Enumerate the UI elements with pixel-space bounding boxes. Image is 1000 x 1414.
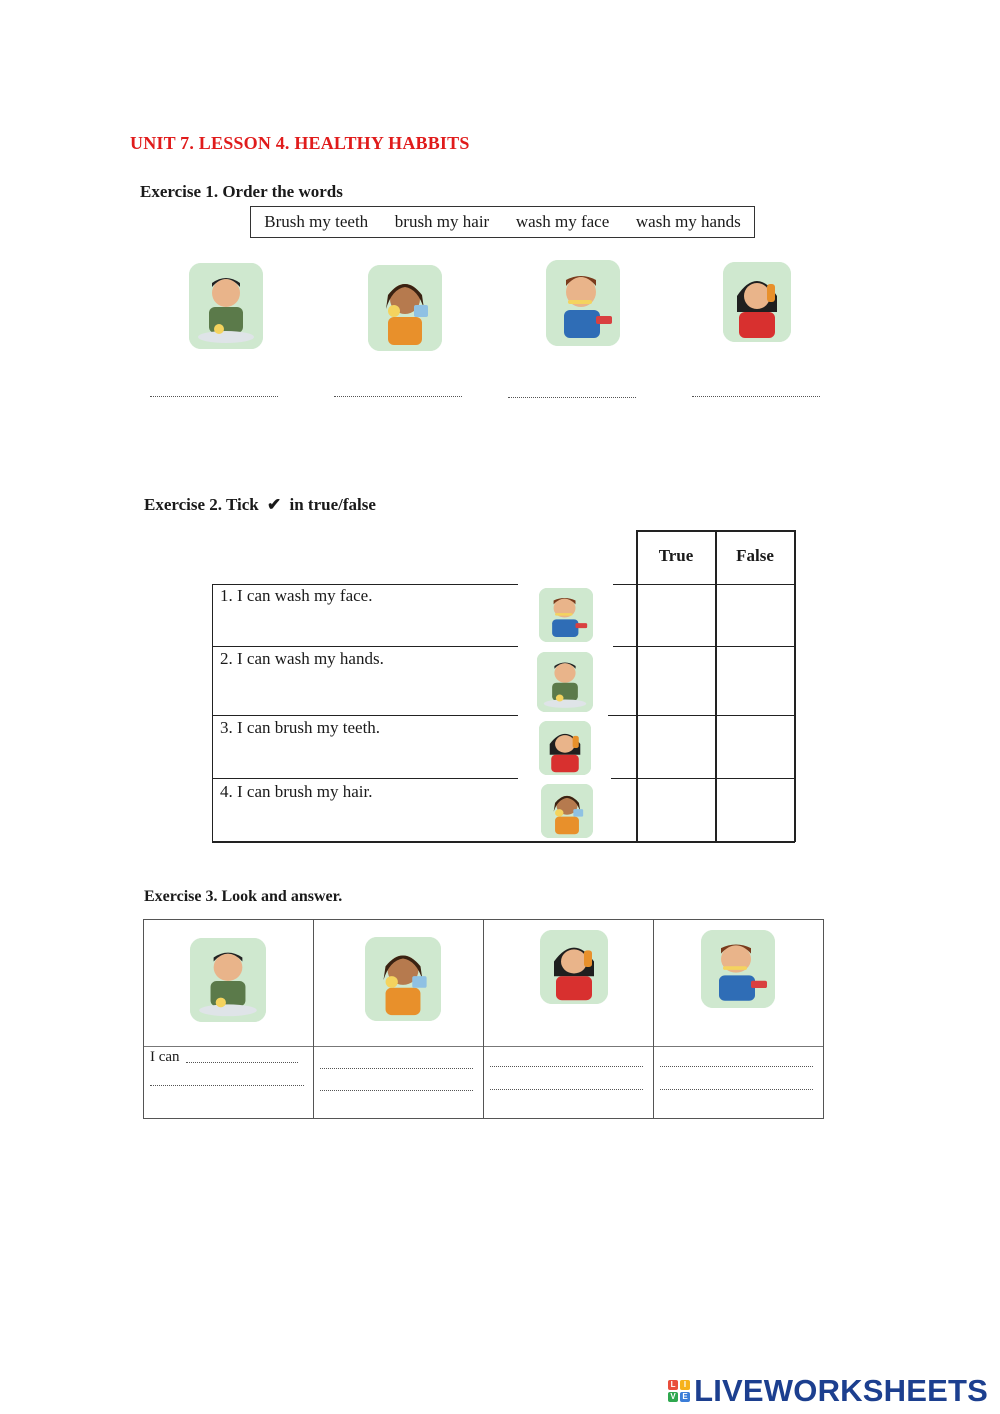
answer-line[interactable] — [508, 397, 636, 398]
answer-line[interactable] — [692, 396, 820, 397]
word-bank-item: wash my hands — [635, 212, 741, 231]
false-column-header: False — [736, 546, 774, 565]
false-cell-3[interactable] — [717, 717, 793, 777]
false-cell-4[interactable] — [717, 780, 793, 840]
boy-brushing-teeth-icon — [546, 260, 620, 346]
boy-brushing-teeth-icon — [701, 930, 775, 1008]
answer-prefix: I can — [150, 1049, 180, 1065]
true-cell-4[interactable] — [638, 780, 714, 840]
boy-washing-hands-icon — [537, 652, 593, 712]
answer-line[interactable] — [186, 1062, 298, 1063]
girl-washing-face-icon — [368, 265, 442, 351]
true-cell-2[interactable] — [638, 648, 714, 714]
girl-brushing-hair-icon — [539, 721, 591, 775]
statement-3: 3. I can brush my teeth. — [220, 718, 381, 737]
girl-brushing-hair-icon — [723, 262, 791, 342]
false-cell-1[interactable] — [717, 586, 793, 645]
answer-line[interactable] — [490, 1089, 643, 1090]
word-bank-item: brush my hair — [394, 212, 490, 231]
true-column-header: True — [658, 546, 694, 565]
true-cell-1[interactable] — [638, 586, 714, 645]
true-cell-3[interactable] — [638, 717, 714, 777]
exercise1-title — [140, 182, 343, 202]
girl-brushing-hair-icon — [540, 930, 608, 1004]
exercise3-title: Exercise 3. Look and answer. — [144, 888, 343, 905]
tick-icon: ✔ — [267, 495, 282, 514]
page-title: UNIT 7. LESSON 4. HEALTHY HABBITS — [130, 133, 470, 153]
girl-washing-face-icon — [365, 937, 441, 1021]
word-bank-item: wash my face — [515, 212, 610, 231]
exercise2-title-text: Exercise 2. Tick — [144, 495, 259, 514]
answer-line[interactable] — [320, 1090, 473, 1091]
boy-washing-hands-icon — [190, 938, 266, 1022]
exercise1-instruction: . Order the words — [213, 182, 343, 201]
statement-2: 2. I can wash my hands. — [220, 649, 384, 668]
exercise2-title — [144, 495, 376, 515]
answer-line[interactable] — [150, 396, 278, 397]
answer-line[interactable] — [490, 1066, 643, 1067]
exercise2-title-tail: in true/false — [289, 495, 376, 514]
boy-washing-hands-icon — [189, 263, 263, 349]
logo-grid-icon: L I V E — [668, 1380, 690, 1402]
exercise1-label: Exercise 1 — [140, 182, 214, 201]
girl-washing-face-icon — [541, 784, 593, 838]
statement-1: 1. I can wash my face. — [220, 586, 373, 605]
liveworksheets-logo — [668, 1373, 988, 1409]
answer-line[interactable] — [320, 1068, 473, 1069]
answer-line[interactable] — [334, 396, 462, 397]
word-bank-item: Brush my teeth — [264, 212, 369, 231]
false-cell-2[interactable] — [717, 648, 793, 714]
word-bank — [250, 206, 755, 238]
statement-4: 4. I can brush my hair. — [220, 782, 373, 801]
answer-line[interactable] — [660, 1066, 813, 1067]
boy-brushing-teeth-icon — [539, 588, 593, 642]
answer-line[interactable] — [150, 1085, 304, 1086]
logo-text: LIVEWORKSHEETS — [694, 1373, 988, 1408]
answer-line[interactable] — [660, 1089, 813, 1090]
